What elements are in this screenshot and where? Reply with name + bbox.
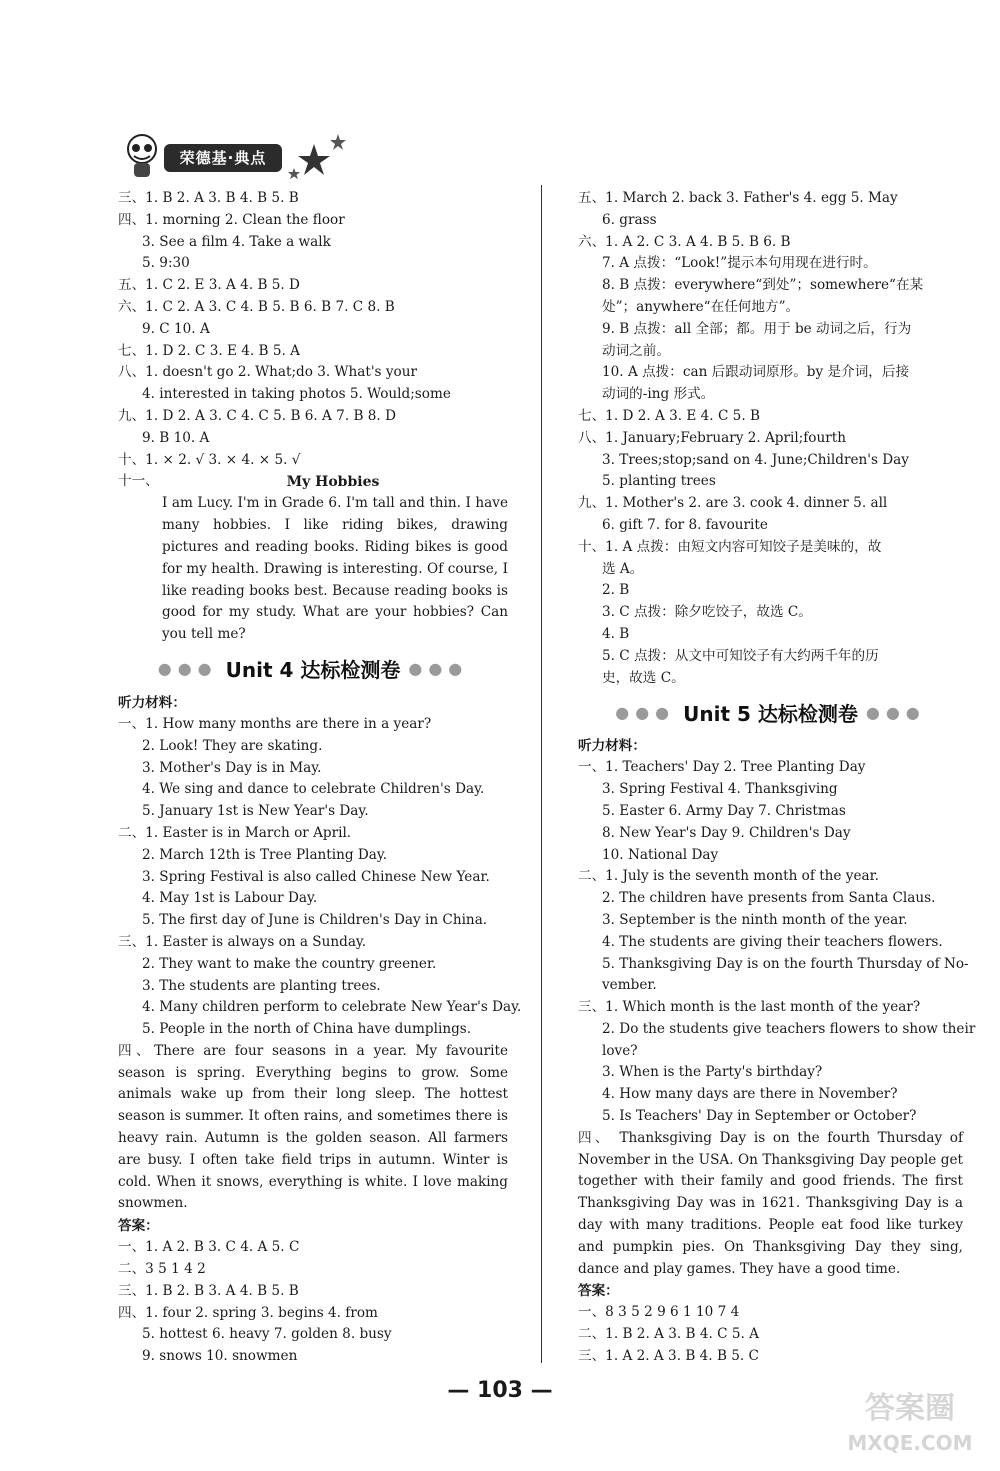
listening-line: 2. Look! They are skating.: [142, 737, 323, 754]
listening-line: 4. We sing and dance to celebrate Children's Day.: [142, 781, 485, 798]
passage-text: Thanksgiving Day is on the fourth Thursday of November in the USA. On Thanksgiving Day people get together with their family and good friends. The first Thanksgiving Day was in 1621. Thanksgiving Day is a day with many traditions. People eat food like turkey and pumpkin pies. On Thanksgiving Day they sing, dance and play games. They have a good time.: [578, 1129, 964, 1277]
column-divider: [541, 185, 542, 1363]
listening-line: 4. May 1st is Labour Day.: [142, 890, 318, 907]
answer-line: 3. See a film 4. Take a walk: [142, 233, 331, 250]
listening-line: love?: [602, 1042, 638, 1059]
answer-line: 3. Trees;stop;sand on 4. June;Children's Day: [602, 451, 909, 468]
answer-line: 七、1. D 2. C 3. E 4. B 5. A: [118, 342, 300, 359]
answer-line: 三、1. A 2. A 3. B 4. B 5. C: [578, 1348, 759, 1365]
answer-line: 7. A 点拨：“Look!”提示本句用现在进行时。: [602, 255, 877, 272]
answer-line: 三、1. B 2. A 3. B 4. B 5. B: [118, 190, 299, 206]
listening-line: 10. National Day: [602, 846, 719, 863]
unit4-answers: [118, 1237, 508, 1368]
listening-line: 4. Many children perform to celebrate New Year's Day.: [142, 999, 522, 1016]
answer-line: 八、1. January;February 2. April;fourth: [578, 429, 846, 446]
listening-line: 3. When is the Party's birthday?: [602, 1064, 823, 1081]
listening-line: 3. September is the ninth month of the year.: [602, 911, 908, 928]
answer-line: 动词的-ing 形式。: [602, 386, 715, 403]
answer-line: 5. planting trees: [602, 473, 716, 490]
answer-line: 9. C 10. A: [142, 320, 210, 337]
answer-line: 2. B: [602, 582, 630, 599]
listening-line: 2. Do the students give teachers flowers to show their: [602, 1020, 976, 1037]
listening-label: 听力材料：: [578, 738, 646, 755]
listening-line: 3. Mother's Day is in May.: [142, 759, 322, 776]
listening-line: 5. The first day of June is Children's Day in China.: [142, 912, 488, 929]
answer-line: 8. B 点拨：everywhere“到处”；somewhere“在某: [602, 277, 924, 294]
listening-line: 3. Spring Festival 4. Thanksgiving: [602, 781, 838, 798]
listening-line: 4. How many days are there in November?: [602, 1086, 898, 1103]
answer-line: 动词之前。: [602, 342, 670, 359]
answer-line: 四、1. four 2. spring 3. begins 4. from: [118, 1304, 378, 1321]
publisher-logo: [112, 130, 352, 184]
decor-dots: ●●●: [408, 659, 469, 679]
answer-line: 十、1. × 2. √ 3. × 4. × 5. √: [118, 451, 301, 468]
answer-line: 选 A。: [602, 560, 644, 577]
unit5-listening: [578, 757, 976, 1128]
listening-line: 5. January 1st is New Year's Day.: [142, 803, 369, 820]
answer-line: 二、3 5 1 4 2: [118, 1261, 206, 1278]
answer-line: 处”；anywhere“在任何地方”。: [602, 298, 800, 315]
unit4-heading: [118, 646, 508, 692]
listening-line: 5. Is Teachers' Day in September or October?: [602, 1108, 917, 1125]
decor-dots: ●●●: [615, 702, 676, 722]
answer-line: 6. grass: [602, 211, 657, 228]
right-answers-top: [578, 188, 963, 689]
listening-line: 三、1. Easter is always on a Sunday.: [118, 933, 367, 950]
listening-line: 二、1. July is the seventh month of the year.: [578, 868, 879, 885]
listening-line: 一、1. Teachers' Day 2. Tree Planting Day: [578, 759, 866, 776]
right-column: [578, 188, 976, 1368]
listening-line: 2. They want to make the country greener.: [142, 955, 437, 972]
listening-line: 3. The students are planting trees.: [142, 977, 381, 994]
answer-line: 6. gift 7. for 8. favourite: [602, 516, 768, 533]
answer-line: 4. B: [602, 625, 630, 642]
unit4-passage: 四、There are four seasons in a year. My favourite season is spring. Everything begins to grow. Some animals wake up from their long sleep. The hottest season is summer. It often rains, and sometimes there is heavy rain. Autumn is the golden season. All farmers are busy. I often take field trips in autumn. Winter is cold. When it snows, everything is white. I love making snowmen.: [118, 1042, 508, 1212]
watermark-logo: [830, 1380, 990, 1460]
passage-label: 四、: [578, 1129, 612, 1146]
answer-line: 五、1. March 2. back 3. Father's 4. egg 5. May: [578, 190, 898, 206]
listening-line: 一、1. How many months are there in a year?: [118, 715, 432, 732]
answer-line: 9. B 点拨：all 全部；都。用于 be 动词之后，行为: [602, 320, 912, 337]
answer-line: 10. A 点拨：can 后跟动词原形。by 是介词，后接: [602, 364, 910, 381]
decor-dots: ●●●: [157, 659, 218, 679]
answer-line: 九、1. D 2. A 3. C 4. C 5. B 6. A 7. B 8. D: [118, 407, 396, 424]
unit5-answers: [578, 1302, 963, 1367]
page-number: — 103 —: [447, 1378, 553, 1403]
answer-line: 5. C 点拨：从文中可知饺子有大约两千年的历: [602, 647, 879, 664]
left-column: [118, 188, 522, 1368]
listening-line: 二、1. Easter is in March or April.: [118, 824, 352, 841]
listening-line: 2. The children have presents from Santa Claus.: [602, 890, 936, 907]
listening-label: 听力材料：: [118, 694, 186, 711]
answer-line: 3. C 点拨：除夕吃饺子，故选 C。: [602, 604, 812, 621]
listening-line: vember.: [602, 977, 657, 994]
answer-line: 5. hottest 6. heavy 7. golden 8. busy: [142, 1326, 392, 1343]
answer-line: 一、8 3 5 2 9 6 1 10 7 4: [578, 1304, 740, 1321]
listening-line: 5. Easter 6. Army Day 7. Christmas: [602, 802, 846, 819]
answers-label: 答案：: [118, 1218, 159, 1235]
essay-text: I am Lucy. I'm in Grade 6. I'm tall and thin. I have many hobbies. I like riding bikes, drawing pictures and reading books. Riding bikes is good for my health. Drawing is interesting. Of course, I like reading books best. Because reading books is good for my study. What are your hobbies? Can you tell me?: [162, 495, 508, 643]
essay-label: 十一、: [118, 473, 159, 490]
unit5-heading: [578, 689, 963, 735]
answer-line: 九、1. Mother's 2. are 3. cook 4. dinner 5. all: [578, 495, 888, 512]
listening-line: 2. March 12th is Tree Planting Day.: [142, 846, 388, 863]
watermark-text-bottom: MXQE.COM: [847, 1431, 973, 1455]
mascot-icon: [122, 132, 162, 180]
answer-line: 三、1. B 2. B 3. A 4. B 5. B: [118, 1282, 299, 1299]
answer-line: 二、1. B 2. A 3. B 4. C 5. A: [578, 1326, 759, 1343]
unit4-listening: [118, 714, 522, 1041]
decor-dots: ●●●: [865, 702, 926, 722]
listening-line: 8. New Year's Day 9. Children's Day: [602, 824, 851, 841]
listening-line: 5. People in the north of China have dumplings.: [142, 1021, 472, 1038]
answers-label: 答案：: [578, 1283, 619, 1300]
answer-line: 一、1. A 2. B 3. C 4. A 5. C: [118, 1239, 300, 1256]
answer-line: 八、1. doesn't go 2. What;do 3. What's your: [118, 364, 417, 381]
answer-line: 四、1. morning 2. Clean the floor: [118, 211, 345, 228]
watermark-text-top: 答案圈: [865, 1391, 955, 1426]
left-answers-top: [118, 188, 508, 471]
stars-icon: [282, 130, 352, 184]
essay-title: My Hobbies: [286, 474, 380, 491]
answer-line: 五、1. C 2. E 3. A 4. B 5. D: [118, 277, 300, 294]
answer-line: 9. snows 10. snowmen: [142, 1348, 298, 1365]
answer-line: 十、1. A 点拨：由短文内容可知饺子是美味的，故: [578, 538, 882, 555]
answer-line: 七、1. D 2. A 3. E 4. C 5. B: [578, 407, 760, 424]
unit4-title: Unit 4 达标检测卷: [225, 658, 401, 683]
answer-line: 9. B 10. A: [142, 429, 210, 446]
answer-line: 4. interested in taking photos 5. Would;some: [142, 386, 451, 403]
unit5-passage: [578, 1128, 963, 1281]
unit5-title: Unit 5 达标检测卷: [683, 701, 858, 726]
listening-line: 5. Thanksgiving Day is on the fourth Thursday of No-: [602, 955, 969, 972]
answer-line: 史，故选 C。: [602, 669, 685, 686]
listening-line: 4. The students are giving their teachers flowers.: [602, 933, 943, 950]
logo-text: 荣德基·典点: [164, 144, 282, 172]
answer-line: 六、1. C 2. A 3. C 4. B 5. B 6. B 7. C 8. B: [118, 298, 395, 315]
listening-line: 3. Spring Festival is also called Chinese New Year.: [142, 868, 490, 885]
answer-line: 六、1. A 2. C 3. A 4. B 5. B 6. B: [578, 233, 791, 250]
listening-line: 三、1. Which month is the last month of the year?: [578, 999, 921, 1016]
answer-line: 5. 9:30: [142, 255, 190, 272]
